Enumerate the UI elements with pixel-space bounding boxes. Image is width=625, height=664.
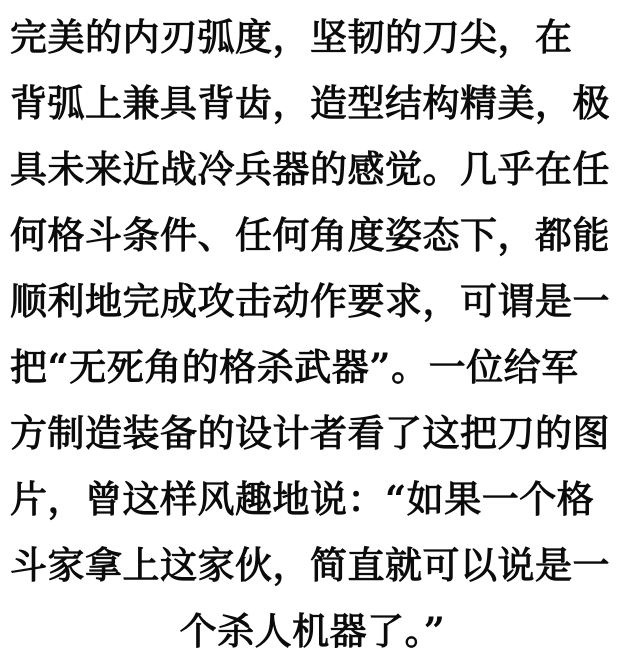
- body-text: [10, 4, 615, 664]
- text-line: 个杀人机器了。”: [179, 609, 446, 653]
- text-line: 具未来近战冷兵器的感觉。几乎在任: [10, 147, 610, 191]
- text-line: 斗家拿上这家伙，简直就可以说是一: [10, 543, 610, 587]
- text-line: 完美的内刃弧度，坚韧的刀尖，在: [10, 15, 573, 59]
- text-line: 何格斗条件、任何角度姿态下，都能: [10, 213, 610, 257]
- text-line: 方制造装备的设计者看了这把刀的图: [10, 411, 610, 455]
- text-line: 顺利地完成攻击动作要求，可谓是一: [10, 279, 610, 323]
- text-line: 背弧上兼具背齿，造型结构精美，极: [10, 81, 610, 125]
- text-line: 把“无死角的格杀武器”。一位给军: [10, 345, 579, 389]
- text-line: 片，曾这样风趣地说：“如果一个格: [10, 477, 595, 521]
